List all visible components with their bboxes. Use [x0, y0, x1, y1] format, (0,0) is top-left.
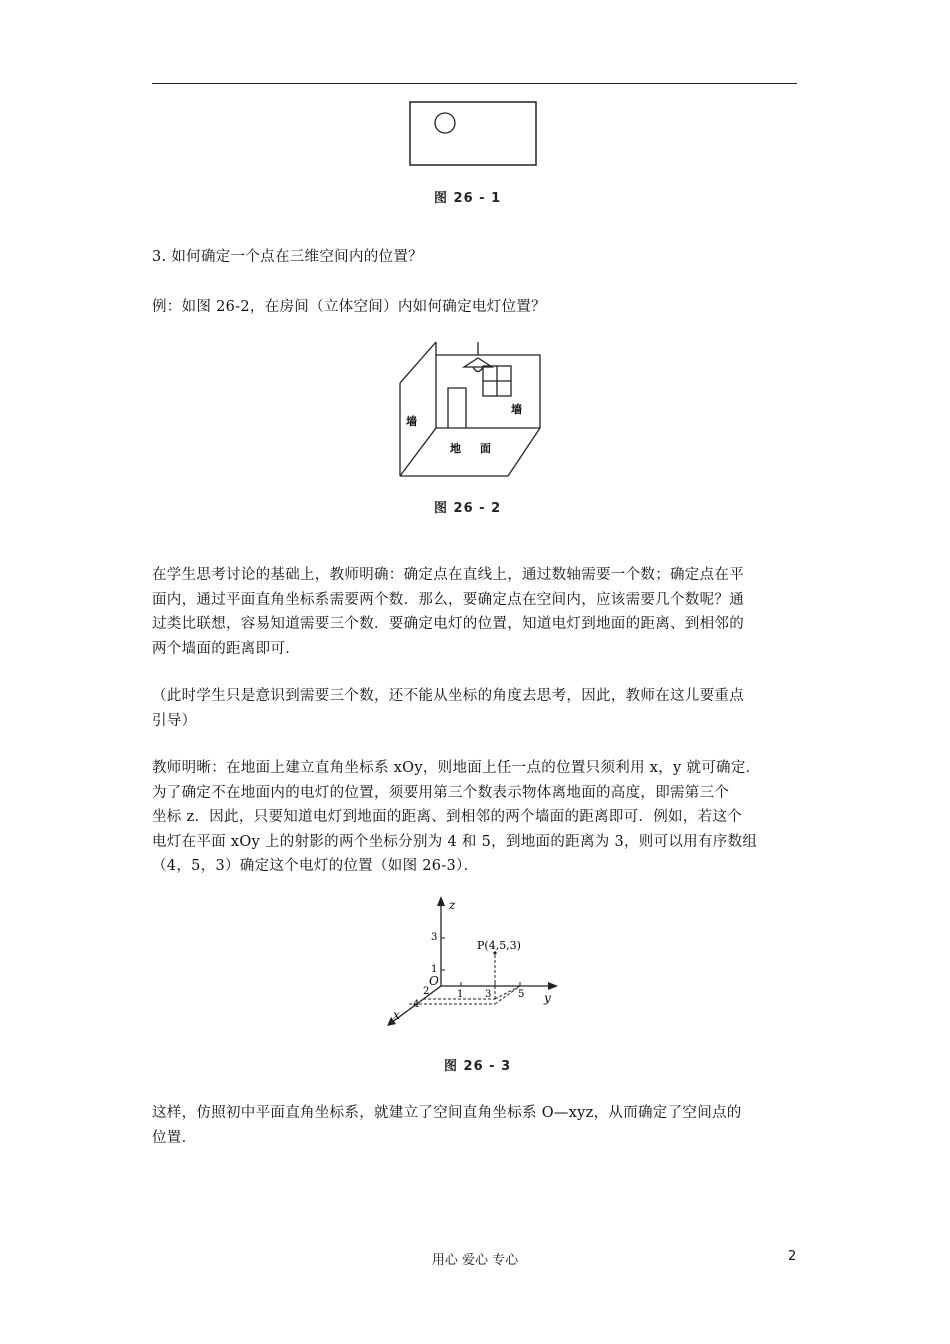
wall-left-label: 墙 — [406, 415, 417, 428]
example-line: 例：如图 26-2，在房间（立体空间）内如何确定电灯位置？ — [152, 299, 546, 315]
footer-slogan: 用心 爱心 专心 — [431, 1253, 519, 1268]
paragraph-coordinate-system: 教师明晰：在地面上建立直角坐标系 xOy，则地面上任一点的位置只须利用 x，y 就可确定． 为了确定不在地面内的电灯的位置，须要用第三个数表示物体离地面的高度，即需第三个 坐标 z．因此，只要知道电灯到地面的距离、到相邻的两个墙面的距离即可．例如，若这个 电灯在平面 xOy 上的射影的两个坐标分别为 4 和 5，到地面的距离为 3，则可以用有序数组 （4，5，3）确定这个电灯的位置（如图 26-3）． — [152, 760, 761, 874]
floor-label-a: 地 — [450, 442, 461, 455]
header-rule — [152, 83, 797, 84]
figure-26-3-coordinate — [385, 893, 570, 1038]
figure-26-2-caption: 图 26 - 2 — [434, 501, 502, 516]
z-tick-3: 3 — [431, 932, 438, 943]
y-tick-5: 5 — [518, 989, 525, 1000]
x-tick-4: 4 — [413, 999, 420, 1010]
figure-26-1-caption: 图 26 - 1 — [434, 191, 502, 206]
origin-label: O — [429, 974, 439, 988]
z-tick-1: 1 — [431, 964, 438, 975]
axis-z-label: z — [449, 898, 456, 912]
x-tick-2: 2 — [423, 986, 430, 997]
paragraph-conclusion: 这样，仿照初中平面直角坐标系，就建立了空间直角坐标系 O—xyz，从而确定了空间点的 位置． — [152, 1105, 742, 1146]
page-number: 2 — [788, 1249, 797, 1264]
figure-26-2-room — [390, 340, 560, 490]
figure-26-3-caption: 图 26 - 3 — [444, 1059, 512, 1074]
y-tick-1: 1 — [457, 989, 464, 1000]
axis-x-label: x — [393, 1008, 400, 1022]
figure-26-1 — [405, 98, 545, 173]
paragraph-note: （此时学生只是意识到需要三个数，还不能从坐标的角度去思考，因此，教师在这儿要重点 引导） — [152, 688, 744, 729]
paragraph-teacher-explains: 在学生思考讨论的基础上，教师明确：确定点在直线上，通过数轴需要一个数；确定点在平 面内，通过平面直角坐标系需要两个数．那么，要确定点在空间内，应该需要几个数呢？通 过类比联想，容易知道需要三个数．要确定电灯的位置，知道电灯到地面的距离、到相邻的 两个墙面的距离即可． — [152, 567, 744, 657]
point-p-label: P(4,5,3) — [477, 939, 521, 952]
floor-label-b: 面 — [480, 442, 491, 455]
question-3: 3. 如何确定一个点在三维空间内的位置？ — [152, 249, 423, 265]
y-tick-3: 3 — [485, 989, 492, 1000]
axis-y-label: y — [544, 991, 551, 1005]
wall-right-label: 墙 — [511, 403, 522, 416]
